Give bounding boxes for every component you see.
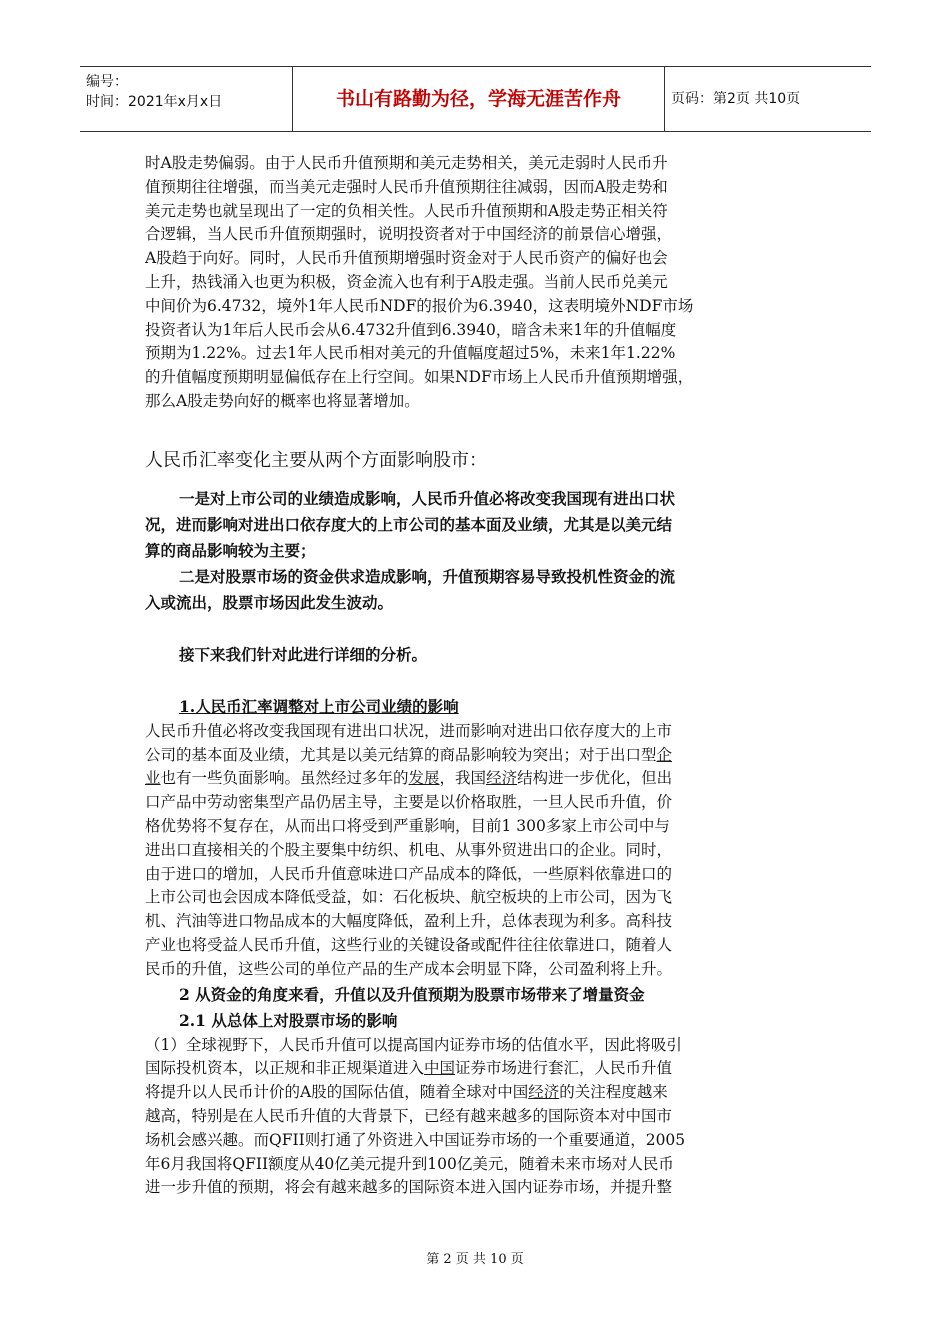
text-line: 算的商品影响较为主要； <box>145 540 316 560</box>
text-line: 合逻辑，当人民币升值预期强时，说明投资者对于中国经济的前景信心增强， <box>145 225 673 244</box>
text-line: 上升，热钱涌入也更为积极，资金流入也有利于A股走强。当前人民币兑美元 <box>145 272 668 291</box>
header-page-info: 页码：第2页 共10页 <box>671 91 801 107</box>
text-line: 格优势将不复存在，从而出口将受到严重影响，目前1 300多家上市公司中与 <box>145 816 670 835</box>
text-line: 中间价为6.4732，境外1年人民币NDF的报价为6.3940，这表明境外NDF市场 <box>145 296 694 315</box>
text-line: 民币的升值，这些公司的单位产品的生产成本会明显下降，公司盈利将上升。 <box>145 959 673 978</box>
text-line: 将提升以人民币计价的A股的国际估值，随着全球对中国经济的关注程度越来 <box>145 1083 668 1102</box>
text-line: 场机会感兴趣。而QFII则打通了外资进入中国证券市场的一个重要通道，2005 <box>145 1130 686 1149</box>
section1-title: 1.人民币汇率调整对上市公司业绩的影响 <box>179 696 459 716</box>
document-date-label: 时间：2021年x月x日 <box>86 94 223 110</box>
text-line: 入或流出，股票市场因此发生波动。 <box>145 592 394 612</box>
text-line: 进出口直接相关的个股主要集中纺织、机电、从事外贸进出口的企业。同时， <box>145 840 673 859</box>
text-line: 况，进而影响对进出口依存度大的上市公司的基本面及业绩，尤其是以美元结 <box>145 514 673 534</box>
header-motto: 书山有路勤为径，学海无涯苦作舟 <box>293 67 665 131</box>
text-line: 国际投机资本，以正规和非正规渠道进入中国证券市场进行套汇，人民币升值 <box>145 1059 673 1078</box>
text-line: 公司的基本面及业绩，尤其是以美元结算的商品影响较为突出；对于出口型企 <box>145 745 673 764</box>
document-number-label: 编号： <box>86 74 128 90</box>
link-economy[interactable]: 经济 <box>486 769 518 788</box>
point-two <box>145 564 820 616</box>
text-line: （1）全球视野下，人民币升值可以提高国内证券市场的估值水平，因此将吸引 <box>145 1035 682 1054</box>
header-meta <box>80 67 293 131</box>
text-line: 进一步升值的预期，将会有越来越多的国际资本进入国内证券市场，并提升整 <box>145 1178 673 1197</box>
text-line: 由于进口的增加，人民币升值意味进口产品成本的降低，一些原料依靠进口的 <box>145 864 673 883</box>
text-line: 时A股走势偏弱。由于人民币升值预期和美元走势相关，美元走弱时人民币升 <box>145 154 668 172</box>
paragraph-rmb-ashare-correlation <box>145 152 820 414</box>
text-line: 值预期往往增强，而当美元走强时人民币升值预期往往减弱，因而A股走势和 <box>145 177 668 196</box>
text-line: 产业也将受益人民币升值，这些行业的关键设备或配件往往依靠进口，随着人 <box>145 935 673 954</box>
link-development[interactable]: 发展 <box>408 769 440 788</box>
section-heading-main: 人民币汇率变化主要从两个方面影响股市： <box>145 449 487 471</box>
text-line: 机、汽油等进口物品成本的大幅度降低，盈利上升，总体表现为利多。高科技 <box>145 912 673 931</box>
text-line: 越高，特别是在人民币升值的大背景下，已经有越来越多的国际资本对中国市 <box>145 1106 673 1125</box>
text-line: 预期为1.22%。过去1年人民币相对美元的升值幅度超过5%，未来1年1.22% <box>145 344 676 363</box>
text-line: 二是对股票市场的资金供求造成影响，升值预期容易导致投机性资金的流 <box>179 566 676 586</box>
analysis-intro: 接下来我们针对此进行详细的分析。 <box>179 644 428 664</box>
section21-title: 2.1 从总体上对股票市场的影响 <box>179 1010 398 1030</box>
page-header <box>80 66 871 132</box>
text-line: 一是对上市公司的业绩造成影响，人民币升值必将改变我国现有进出口状 <box>179 488 676 508</box>
section21-body <box>145 1034 820 1201</box>
page-footer: 第 2 页 共 10 页 <box>426 1252 524 1267</box>
text-line: 上市公司也会因成本降低受益，如：石化板块、航空板块的上市公司，因为飞 <box>145 888 673 907</box>
text-line: A股趋于向好。同时，人民币升值预期增强时资金对于人民币资产的偏好也会 <box>145 249 668 268</box>
section2-title: 2 从资金的角度来看，升值以及升值预期为股票市场带来了增量资金 <box>179 984 645 1004</box>
section1-body <box>145 720 820 982</box>
link-enterprise-cont[interactable]: 业 <box>145 769 161 788</box>
text-line: 口产品中劳动密集型产品仍居主导，主要是以价格取胜，一旦人民币升值，价 <box>145 793 673 812</box>
point-one <box>145 486 820 564</box>
link-china[interactable]: 中国 <box>424 1059 456 1078</box>
text-line: 那么A股走势向好的概率也将显著增加。 <box>145 391 420 410</box>
link-economy-2[interactable]: 经济 <box>528 1083 560 1102</box>
text-line: 业也有一些负面影响。虽然经过多年的发展，我国经济结构进一步优化，但出 <box>145 769 673 788</box>
text-line: 美元走势也就呈现出了一定的负相关性。人民币升值预期和A股走势正相关符 <box>145 201 668 220</box>
text-line: 的升值幅度预期明显偏低存在上行空间。如果NDF市场上人民币升值预期增强， <box>145 368 694 387</box>
text-line: 年6月我国将QFII额度从40亿美元提升到100亿美元，随着未来市场对人民币 <box>145 1154 674 1173</box>
text-line: 投资者认为1年后人民币会从6.4732升值到6.3940，暗含未来1年的升值幅度 <box>145 320 677 339</box>
document-body <box>145 152 820 1200</box>
link-enterprise[interactable]: 企 <box>656 745 673 764</box>
text-line: 人民币升值必将改变我国现有进出口状况，进而影响对进出口依存度大的上市 <box>145 721 673 740</box>
